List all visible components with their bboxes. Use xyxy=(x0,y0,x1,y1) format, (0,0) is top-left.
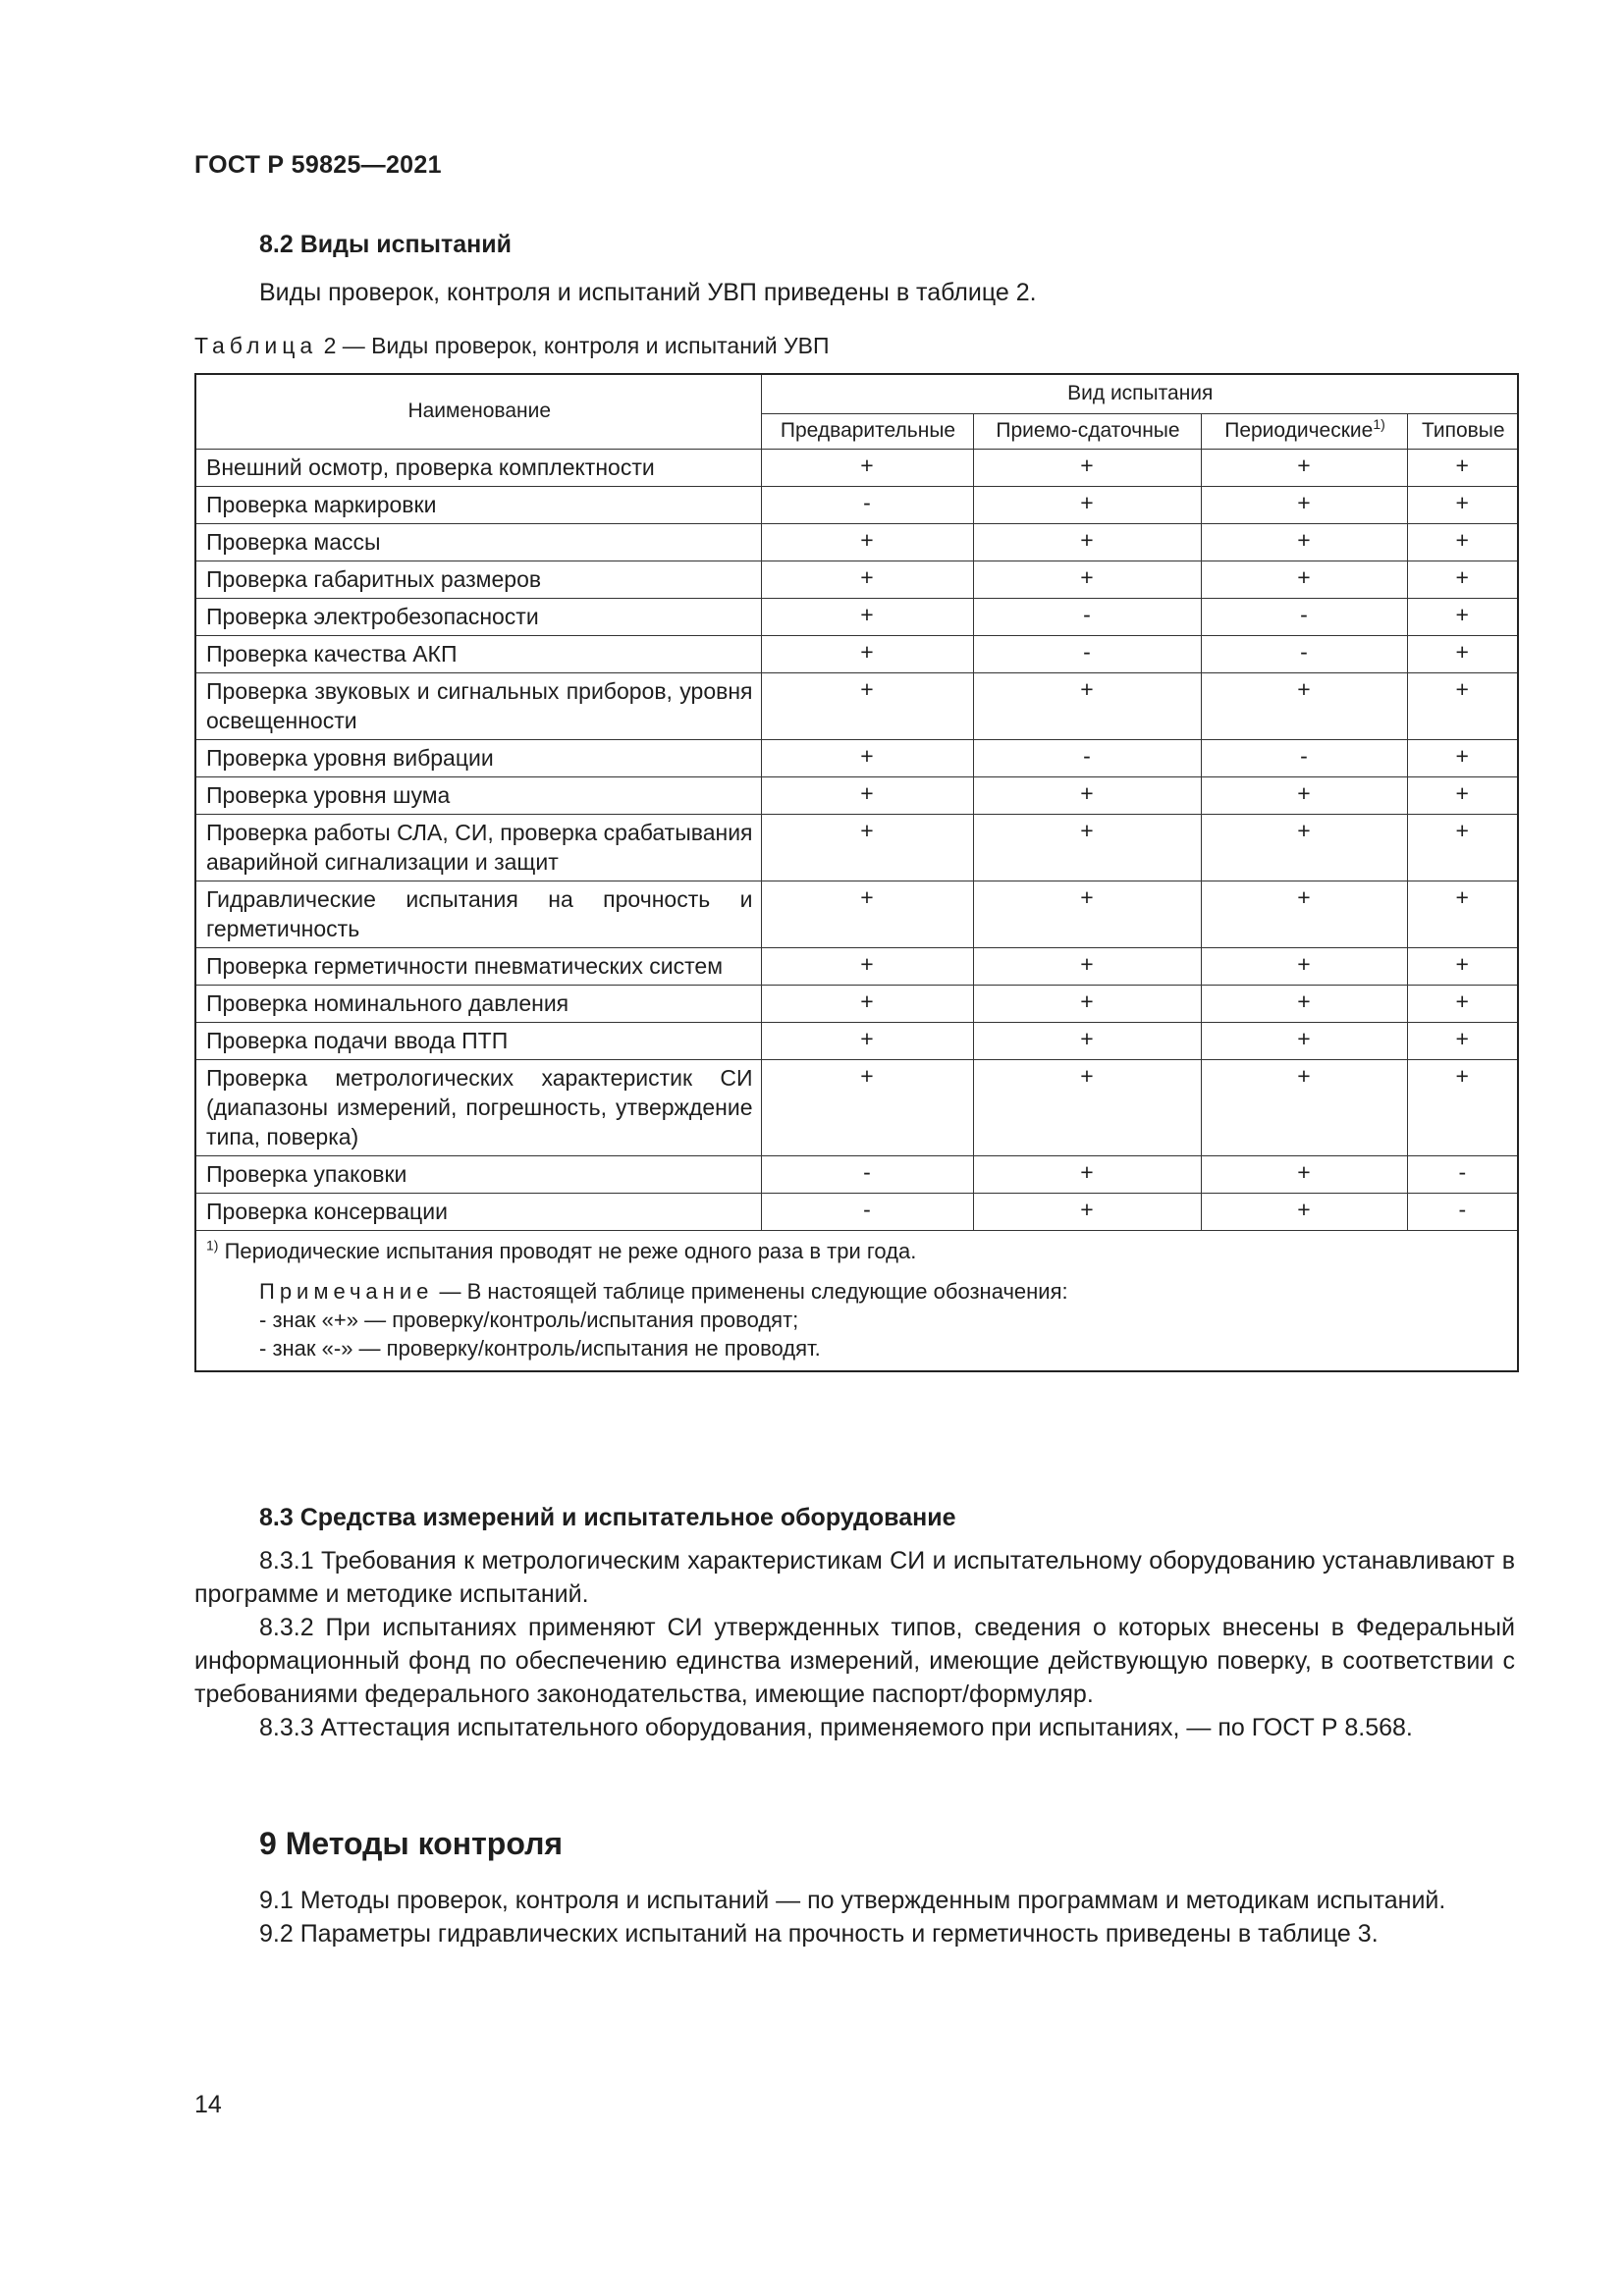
mark-cell-acceptance: + xyxy=(973,881,1201,947)
section-heading-9: 9 Методы контроля xyxy=(259,1826,564,1861)
table-row xyxy=(195,881,1518,947)
row-name-cell: Гидравлические испытания на прочность и герметичность xyxy=(195,881,761,947)
col-header-acceptance: Приемо-сдаточные xyxy=(973,413,1201,449)
mark-cell-periodic: + xyxy=(1201,1022,1407,1059)
table-row xyxy=(195,947,1518,985)
mark-cell-type: + xyxy=(1407,561,1518,598)
row-name-cell: Внешний осмотр, проверка комплектности xyxy=(195,449,761,486)
mark-cell-periodic: - xyxy=(1201,739,1407,776)
mark-cell-periodic: + xyxy=(1201,1155,1407,1193)
table-footnote-cell xyxy=(195,1230,1518,1371)
mark-cell-type: + xyxy=(1407,814,1518,881)
table-row xyxy=(195,1022,1518,1059)
paragraph-8-3-1-text: 8.3.1 Требования к метрологическим характеристикам СИ и испытательному оборудованию устанавливают в программе и методике испытаний. xyxy=(194,1547,1515,1608)
row-name-cell: Проверка номинального давления xyxy=(195,985,761,1022)
table-row xyxy=(195,523,1518,561)
row-name-cell: Проверка уровня вибрации xyxy=(195,739,761,776)
mark-cell-type: - xyxy=(1407,1155,1518,1193)
mark-cell-preliminary: + xyxy=(761,814,973,881)
section-8-3-body xyxy=(194,1544,1515,1744)
mark-cell-preliminary: + xyxy=(761,881,973,947)
row-name-cell: Проверка габаритных размеров xyxy=(195,561,761,598)
mark-cell-periodic: + xyxy=(1201,985,1407,1022)
mark-cell-acceptance: + xyxy=(973,561,1201,598)
mark-cell-periodic: + xyxy=(1201,1059,1407,1155)
mark-cell-acceptance: + xyxy=(973,947,1201,985)
table-row xyxy=(195,1155,1518,1193)
mark-cell-periodic: + xyxy=(1201,449,1407,486)
table-row xyxy=(195,598,1518,635)
mark-cell-preliminary: + xyxy=(761,947,973,985)
col-header-type: Типовые xyxy=(1407,413,1518,449)
section-heading-8-2: 8.2 Виды испытаний xyxy=(259,231,512,258)
row-name-cell: Проверка электробезопасности xyxy=(195,598,761,635)
tests-table xyxy=(194,373,1519,1372)
mark-cell-acceptance: + xyxy=(973,449,1201,486)
mark-cell-preliminary: - xyxy=(761,486,973,523)
mark-cell-type: + xyxy=(1407,739,1518,776)
mark-cell-type: + xyxy=(1407,1059,1518,1155)
mark-cell-type: - xyxy=(1407,1193,1518,1230)
mark-cell-acceptance: - xyxy=(973,598,1201,635)
mark-cell-preliminary: + xyxy=(761,985,973,1022)
table-caption-word: Таблица xyxy=(194,333,318,358)
section-heading-8-3: 8.3 Средства измерений и испытательное оборудование xyxy=(259,1504,956,1531)
col-header-preliminary: Предварительные xyxy=(761,413,973,449)
table-row xyxy=(195,486,1518,523)
table-row xyxy=(195,1059,1518,1155)
note-text: — В настоящей таблице применены следующие обозначения: xyxy=(439,1278,1068,1304)
mark-cell-type: + xyxy=(1407,1022,1518,1059)
col-header-periodic-label: Периодические xyxy=(1224,418,1374,442)
mark-cell-acceptance: + xyxy=(973,776,1201,814)
col-header-periodic xyxy=(1201,413,1407,449)
mark-cell-preliminary: + xyxy=(761,598,973,635)
mark-cell-preliminary: + xyxy=(761,561,973,598)
table-row xyxy=(195,449,1518,486)
row-name-cell: Проверка упаковки xyxy=(195,1155,761,1193)
mark-cell-preliminary: + xyxy=(761,739,973,776)
table-row xyxy=(195,561,1518,598)
page-number: 14 xyxy=(194,2091,222,2118)
mark-cell-periodic: + xyxy=(1201,561,1407,598)
mark-cell-acceptance: + xyxy=(973,1193,1201,1230)
section-8-2-lead: Виды проверок, контроля и испытаний УВП приведены в таблице 2. xyxy=(259,279,1037,306)
footnote-mark: 1) xyxy=(206,1237,219,1254)
mark-cell-periodic: + xyxy=(1201,672,1407,739)
row-name-cell: Проверка консервации xyxy=(195,1193,761,1230)
section-9-body xyxy=(194,1884,1515,1950)
mark-cell-acceptance: + xyxy=(973,985,1201,1022)
mark-cell-type: + xyxy=(1407,486,1518,523)
table-row xyxy=(195,1193,1518,1230)
table-row xyxy=(195,776,1518,814)
mark-cell-periodic: + xyxy=(1201,523,1407,561)
row-name-cell: Проверка уровня шума xyxy=(195,776,761,814)
note-word: Примечание xyxy=(259,1278,434,1304)
note-item-minus: - знак «-» — проверку/контроль/испытания не проводят. xyxy=(259,1335,821,1361)
mark-cell-type: + xyxy=(1407,776,1518,814)
mark-cell-acceptance: + xyxy=(973,672,1201,739)
row-name-cell: Проверка массы xyxy=(195,523,761,561)
row-name-cell: Проверка качества АКП xyxy=(195,635,761,672)
mark-cell-acceptance: + xyxy=(973,1059,1201,1155)
mark-cell-acceptance: + xyxy=(973,1155,1201,1193)
table-caption-text: 2 — Виды проверок, контроля и испытаний УВП xyxy=(323,333,830,358)
row-name-cell: Проверка метрологических характеристик СИ (диапазоны измерений, погрешность, утверждение типа, поверка) xyxy=(195,1059,761,1155)
paragraph-8-3-3-text: 8.3.3 Аттестация испытательного оборудования, применяемого при испытаниях, — по ГОСТ Р 8.568. xyxy=(259,1714,1413,1741)
table-row xyxy=(195,672,1518,739)
mark-cell-acceptance: + xyxy=(973,523,1201,561)
paragraph-8-3-2-text: 8.3.2 При испытаниях применяют СИ утвержденных типов, сведения о которых внесены в Федеральный информационный фонд по обеспечению единства измерений, имеющие действующую поверку, в соответствии с требованиями федерального законодательства, имеющие паспорт/формуляр. xyxy=(194,1614,1515,1708)
paragraph-9-2-text: 9.2 Параметры гидравлических испытаний на прочность и герметичность приведены в таблице 3. xyxy=(259,1920,1379,1948)
mark-cell-type: + xyxy=(1407,523,1518,561)
footnote-ref: 1) xyxy=(1373,415,1385,432)
paragraph-8-3-1 xyxy=(194,1544,1515,1611)
table-row xyxy=(195,635,1518,672)
mark-cell-preliminary: + xyxy=(761,1059,973,1155)
paragraph-9-1-text: 9.1 Методы проверок, контроля и испытаний — по утвержденным программам и методикам испытаний. xyxy=(259,1887,1446,1914)
mark-cell-type: + xyxy=(1407,985,1518,1022)
mark-cell-acceptance: + xyxy=(973,486,1201,523)
note-item-plus: - знак «+» — проверку/контроль/испытания проводят; xyxy=(259,1307,799,1332)
mark-cell-periodic: + xyxy=(1201,486,1407,523)
table-caption xyxy=(194,333,830,359)
mark-cell-preliminary: + xyxy=(761,672,973,739)
table-row xyxy=(195,985,1518,1022)
mark-cell-acceptance: + xyxy=(973,814,1201,881)
mark-cell-periodic: + xyxy=(1201,814,1407,881)
row-name-cell: Проверка звуковых и сигнальных приборов, уровня освещенности xyxy=(195,672,761,739)
mark-cell-preliminary: + xyxy=(761,776,973,814)
mark-cell-periodic: + xyxy=(1201,776,1407,814)
mark-cell-type: + xyxy=(1407,947,1518,985)
row-name-cell: Проверка маркировки xyxy=(195,486,761,523)
mark-cell-preliminary: - xyxy=(761,1193,973,1230)
mark-cell-acceptance: - xyxy=(973,739,1201,776)
mark-cell-type: + xyxy=(1407,635,1518,672)
mark-cell-type: + xyxy=(1407,598,1518,635)
mark-cell-periodic: - xyxy=(1201,635,1407,672)
col-header-name: Наименование xyxy=(195,374,761,449)
mark-cell-preliminary: + xyxy=(761,523,973,561)
paragraph-8-3-3 xyxy=(194,1711,1515,1744)
table-note xyxy=(206,1277,1509,1362)
paragraph-9-2 xyxy=(194,1917,1515,1950)
mark-cell-type: + xyxy=(1407,672,1518,739)
table-row xyxy=(195,814,1518,881)
mark-cell-preliminary: + xyxy=(761,449,973,486)
mark-cell-periodic: + xyxy=(1201,947,1407,985)
table-footnote xyxy=(206,1237,1509,1265)
row-name-cell: Проверка герметичности пневматических систем xyxy=(195,947,761,985)
mark-cell-preliminary: + xyxy=(761,1022,973,1059)
mark-cell-periodic: - xyxy=(1201,598,1407,635)
mark-cell-periodic: + xyxy=(1201,1193,1407,1230)
row-name-cell: Проверка работы СЛА, СИ, проверка срабатывания аварийной сигнализации и защит xyxy=(195,814,761,881)
mark-cell-acceptance: + xyxy=(973,1022,1201,1059)
mark-cell-acceptance: - xyxy=(973,635,1201,672)
mark-cell-preliminary: + xyxy=(761,635,973,672)
mark-cell-type: + xyxy=(1407,881,1518,947)
mark-cell-periodic: + xyxy=(1201,881,1407,947)
paragraph-9-1 xyxy=(194,1884,1515,1917)
footnote-text: Периодические испытания проводят не реже одного раза в три года. xyxy=(224,1238,917,1263)
mark-cell-preliminary: - xyxy=(761,1155,973,1193)
mark-cell-type: + xyxy=(1407,449,1518,486)
document-code: ГОСТ Р 59825—2021 xyxy=(194,151,442,179)
table-row xyxy=(195,739,1518,776)
paragraph-8-3-2 xyxy=(194,1611,1515,1711)
row-name-cell: Проверка подачи ввода ПТП xyxy=(195,1022,761,1059)
col-group-header: Вид испытания xyxy=(761,374,1518,413)
